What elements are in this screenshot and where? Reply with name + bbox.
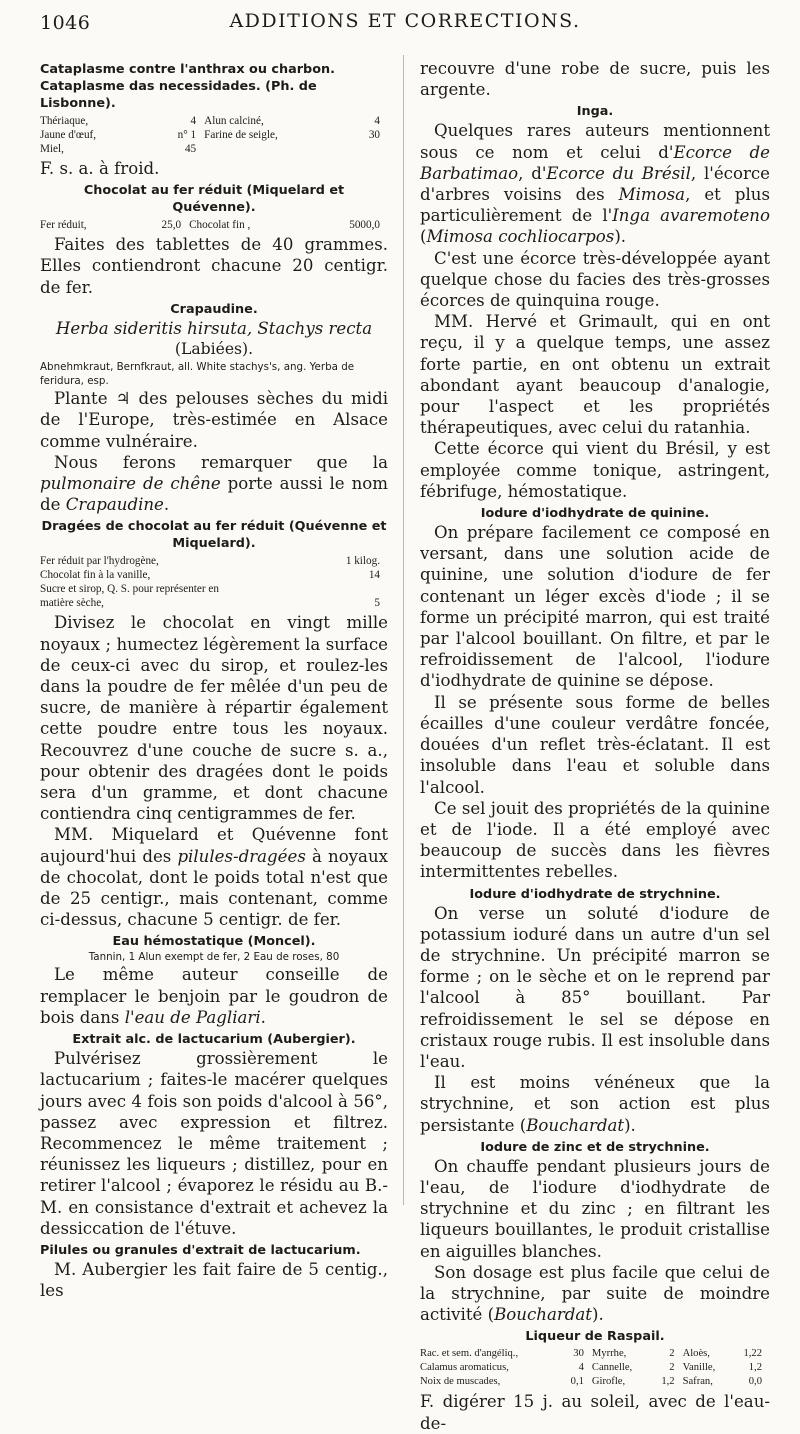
continued-text: recouvre d'une robe de sucre, puis les argente. (420, 59, 770, 100)
iodure-strychnine-text: On verse un soluté d'iodure de potassium ioduré dans un autre d'un sel de strychnine. Un précipité marron se forme ; on le sèche et on le reprend par l'alcool à 85° bouillant. Par refroidissement le sel se dépose en cristaux rouge rubis. Il est insoluble dans l'eau. (420, 903, 770, 1071)
cataplasme-title: Cataplasme contre l'anthrax ou charbon. Cataplasme das necessidades. (Ph. de Lisbonne). (40, 62, 335, 111)
formula-row: Sucre et sirop, Q. S. pour représenter en (40, 583, 219, 596)
formula-row: matière sèche, 5 (40, 597, 380, 610)
crapaudine-family: (Labiées). (174, 340, 254, 359)
iodure-quinine-text: On prépare facilement ce composé en versant, dans une solution acide de quinine, une solution d'iodure de fer contenant un léger excès d'iode ; il se forme un précipité marron, qui est traité par l'alcool bouillant. On filtre, et par le refroidissement de l'alcool, l'iodure d'iodhydrate de quinine se dépose. (420, 523, 770, 691)
liqueur-formula (420, 1347, 770, 1389)
dragees-formula (40, 554, 388, 610)
pilules-title: Pilules ou granules d'extrait de lactucarium. (40, 1242, 361, 1258)
formula-row: Fer réduit, 25,0 Chocolat fin , 5000,0 (40, 219, 380, 232)
iodure-zinc-text: On chauffe pendant plusieurs jours de l'eau, de l'iodure d'iodhydrate de strychnine et du zinc ; en filtrant les liqueurs bouillantes, le produit cristallise en aiguilles blanches. (420, 1156, 770, 1261)
column-divider (403, 55, 404, 1205)
left-column (40, 58, 388, 1301)
inga-extract: MM. Hervé et Grimault, qui en ont reçu, il y a quelque temps, une assez forte partie, en ont obtenu un extrait abondant ayant beaucoup d'analogie, pour l'aspect et les propriétés thérapeutiques, avec celui du ratanhia. (420, 312, 770, 438)
crapaudine-synonyms: Abnehmkraut, Bernfkraut, all. White stachys's, ang. Yerba de feridura, esp. (40, 361, 355, 388)
crapaudine-note: Nous ferons remarquer que la pulmonaire de chêne porte aussi le nom de Crapaudine. (40, 452, 388, 515)
inga-uses: Cette écorce qui vient du Brésil, y est employée comme tonique, astringent, fébrifuge, hémostatique. (420, 439, 770, 501)
pilules-text: M. Aubergier les fait faire de 5 centig., les (40, 1259, 388, 1301)
iodure-zinc-note: Son dosage est plus facile que celui de la strychnine, par suite de moindre activité (Bouchardat). (420, 1262, 770, 1325)
iodure-strychnine-note: Il est moins vénéneux que la strychnine, et son action est plus persistante (Bouchardat). (420, 1073, 770, 1135)
running-title: ADDITIONS ET CORRECTIONS. (229, 10, 581, 32)
eau-text: Le même auteur conseille de remplacer le benjoin par le goudron de bois dans l'eau de Pagliari. (40, 965, 388, 1027)
chocolat-title: Chocolat au fer réduit (Miquelard et Quévenne). (83, 183, 345, 216)
formula-row: Noix de muscades, 0,1 Girofle, 1,2 Safran, 0,0 (420, 1376, 762, 1388)
dragees-title: Dragées de chocolat au fer réduit (Quévenne et Miquelard). (41, 519, 387, 552)
crapaudine-title: Crapaudine. (170, 301, 258, 317)
crapaudine-latin-name: Herba sideritis hirsuta, Stachys recta (55, 318, 373, 338)
iodure-zinc-title: Iodure de zinc et de strychnine. (480, 1139, 710, 1155)
formula-row: Calamus aromaticus, 4 Cannelle, 2 Vanille, 1,2 (420, 1362, 762, 1374)
eau-formula: Tannin, 1 Alun exempt de fer, 2 Eau de roses, 80 (88, 951, 340, 964)
formula-row: Jaune d'œuf, n° 1 Farine de seigle, 30 (40, 129, 380, 141)
iodure-quinine-description: Il se présente sous forme de belles écailles d'une couleur verdâtre foncée, douées d'un reflet très-éclatant. Il est insoluble dans l'eau et soluble dans l'alcool. (420, 692, 770, 797)
extrait-text: Pulvérisez grossièrement le lactucarium ; faites-le macérer quelques jours avec 4 fois son poids d'alcool à 56°, passez avec expression et filtrez. Recommencez le même traitement ; réunissez les liqueurs ; distillez, pour en retirer l'alcool ; évaporez le résidu au B.-M. en consistance d'extrait et achevez la dessiccation de l'étuve. (40, 1049, 388, 1238)
formula-row: Fer réduit par l'hydrogène, 1 kilog. (40, 555, 380, 568)
formula-row: Miel, 45 (40, 143, 197, 155)
chocolat-text: Faites des tablettes de 40 grammes. Elles contiendront chacune 20 centigr. de fer. (40, 235, 388, 297)
inga-title: Inga. (576, 104, 614, 120)
eau-title: Eau hémostatique (Moncel). (112, 934, 316, 950)
extrait-title: Extrait alc. de lactucarium (Aubergier). (72, 1032, 356, 1048)
formula-row: Rac. et sem. d'angéliq., 30 Myrrhe, 2 Aloès, 1,22 (420, 1348, 762, 1360)
page-number: 1046 (40, 12, 91, 34)
inga-description: C'est une écorce très-développée ayant quelque chose du facies des très-grosses écorces de quinquina rouge. (420, 248, 770, 311)
formula-row: Thériaque, 4 Alun calciné, 4 (40, 115, 380, 127)
cataplasme-instruction: F. s. a. à froid. (40, 159, 160, 178)
inga-text: Quelques rares auteurs mentionnent sous ce nom et celui d'Ecorce de Barbatimao, d'Ecorce du Brésil, l'écorce d'arbres voisins des Mimosa, et plus particulièrement de l'Inga avaremoteno (Mimosa cochliocarpos). (420, 121, 770, 247)
chocolat-formula (40, 218, 388, 232)
cataplasme-formula (40, 114, 388, 156)
iodure-strychnine-title: Iodure d'iodhydrate de strychnine. (469, 886, 721, 902)
page-header (40, 10, 770, 42)
liqueur-title: Liqueur de Raspail. (525, 1329, 665, 1345)
dragees-text: Divisez le chocolat en vingt mille noyaux ; humectez légèrement la surface de ceux-ci avec du sirop, et roulez-les dans la poudre de fer mêlée d'un peu de sucre, de manière à répartir également cette poudre entre tous les noyaux. Recouvrez d'une couche de sucre s. a., pour obtenir des dragées dont le poids sera d'un gramme, et dont chacune contiendra cinq centigrammes de fer. (40, 613, 388, 824)
dragees-note: MM. Miquelard et Quévenne font aujourd'hui des pilules-dragées à noyaux de chocolat, dont le poids total n'est que de 25 centigr., mais contenant, comme ci-dessus, chacune 5 centigr. de fer. (40, 825, 388, 930)
liqueur-text: F. digérer 15 j. au soleil, avec de l'eau-de- (420, 1392, 770, 1433)
iodure-quinine-title: Iodure d'iodhydrate de quinine. (480, 506, 710, 522)
iodure-quinine-uses: Ce sel jouit des propriétés de la quinine et de l'iode. Il a été employé avec beaucoup de succès dans les fièvres intermittentes rebelles. (420, 798, 770, 882)
crapaudine-text: Plante ♃ des pelouses sèches du midi de l'Europe, très-estimée en Alsace comme vulnéraire. (40, 389, 388, 451)
formula-row: Chocolat fin à la vanille, 14 (40, 569, 380, 582)
right-column (420, 58, 770, 1434)
